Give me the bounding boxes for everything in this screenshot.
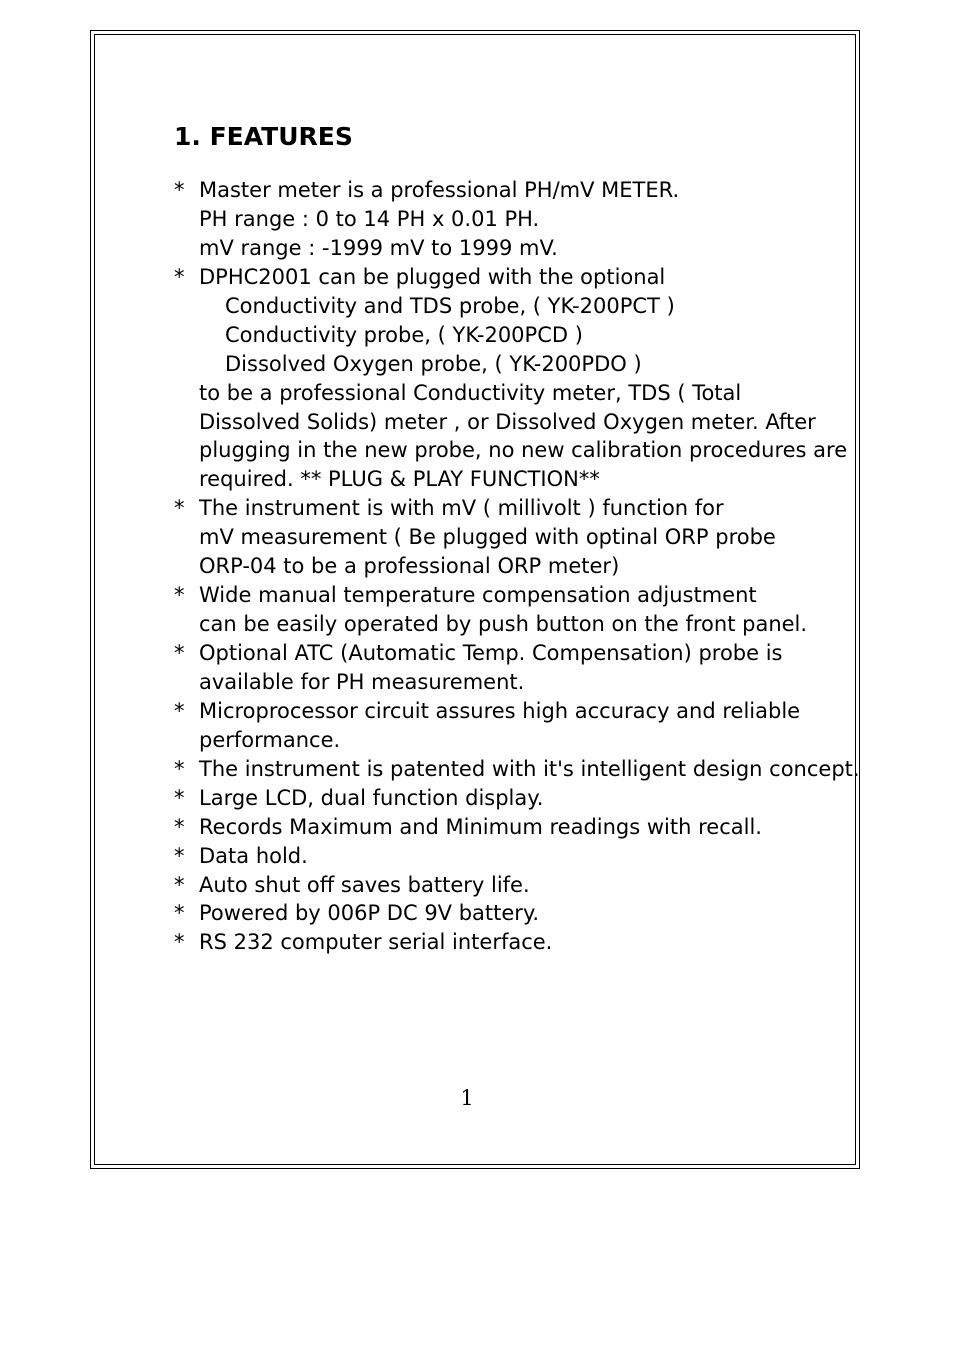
feature-continuation-line [0,321,954,350]
feature-continuation-line [0,379,954,408]
page-number: 1 [460,1086,474,1110]
feature-item [0,697,954,726]
feature-text: Wide manual temperature compensation adjustment [199,583,757,608]
feature-text: Conductivity and TDS probe, ( YK-200PCT ) [225,293,675,318]
bullet-marker: * [174,901,185,926]
bullet-marker: * [174,785,185,810]
feature-continuation-line [0,465,954,494]
feature-text: Auto shut off saves battery life. [199,872,530,897]
feature-text: Powered by 006P DC 9V battery. [199,901,540,926]
feature-item [0,928,954,957]
feature-continuation-line [0,523,954,552]
feature-item [0,639,954,668]
feature-text: Conductivity probe, ( YK-200PCD ) [225,322,583,347]
feature-continuation-line [0,408,954,437]
bullet-marker: * [174,843,185,868]
feature-continuation-line [0,292,954,321]
feature-continuation-line [0,610,954,639]
feature-item [0,813,954,842]
feature-item [0,842,954,871]
feature-text: required. ** PLUG & PLAY FUNCTION** [199,467,600,492]
feature-text: Large LCD, dual function display. [199,785,544,810]
feature-text: mV range : -1999 mV to 1999 mV. [199,235,558,260]
feature-text: PH range : 0 to 14 PH x 0.01 PH. [199,206,540,231]
feature-continuation-line [0,234,954,263]
feature-text: ORP-04 to be a professional ORP meter) [199,554,620,579]
bullet-marker: * [174,583,185,608]
feature-text: Data hold. [199,843,308,868]
bullet-marker: * [174,698,185,723]
feature-item [0,581,954,610]
feature-item [0,263,954,292]
feature-item [0,871,954,900]
feature-item [0,899,954,928]
feature-item [0,784,954,813]
feature-text: mV measurement ( Be plugged with optinal ORP probe [199,525,776,550]
bullet-marker: * [174,930,185,955]
feature-text: performance. [199,727,341,752]
feature-continuation-line [0,436,954,465]
bullet-marker: * [174,872,185,897]
feature-item [0,755,954,784]
bullet-marker: * [174,756,185,781]
feature-text: The instrument is patented with it's intelligent design concept. [199,756,860,781]
feature-continuation-line [0,350,954,379]
feature-item [0,176,954,205]
feature-text: Master meter is a professional PH/mV METER. [199,178,680,202]
feature-text: DPHC2001 can be plugged with the optional [199,264,666,289]
feature-text: Microprocessor circuit assures high accuracy and reliable [199,698,801,723]
feature-text: plugging in the new probe, no new calibration procedures are [199,438,848,463]
feature-list [0,176,954,957]
feature-text: Optional ATC (Automatic Temp. Compensation) probe is [199,641,783,665]
feature-text: available for PH measurement. [199,669,525,694]
bullet-marker: * [174,178,185,202]
feature-continuation-line [0,552,954,581]
feature-text: Dissolved Oxygen probe, ( YK-200PDO ) [225,351,642,376]
bullet-marker: * [174,496,185,521]
feature-continuation-line [0,668,954,697]
feature-continuation-line [0,726,954,755]
bullet-marker: * [174,264,185,289]
feature-text: RS 232 computer serial interface. [199,930,553,955]
bullet-marker: * [174,814,185,839]
feature-text: can be easily operated by push button on the front panel. [199,612,808,637]
feature-text: Records Maximum and Minimum readings with recall. [199,814,762,839]
bullet-marker: * [174,641,185,665]
feature-item [0,494,954,523]
feature-continuation-line [0,205,954,234]
section-title: 1. FEATURES [174,122,353,151]
feature-text: Dissolved Solids) meter , or Dissolved Oxygen meter. After [199,409,816,434]
feature-text: The instrument is with mV ( millivolt ) function for [199,496,724,521]
feature-text: to be a professional Conductivity meter, TDS ( Total [199,380,742,405]
